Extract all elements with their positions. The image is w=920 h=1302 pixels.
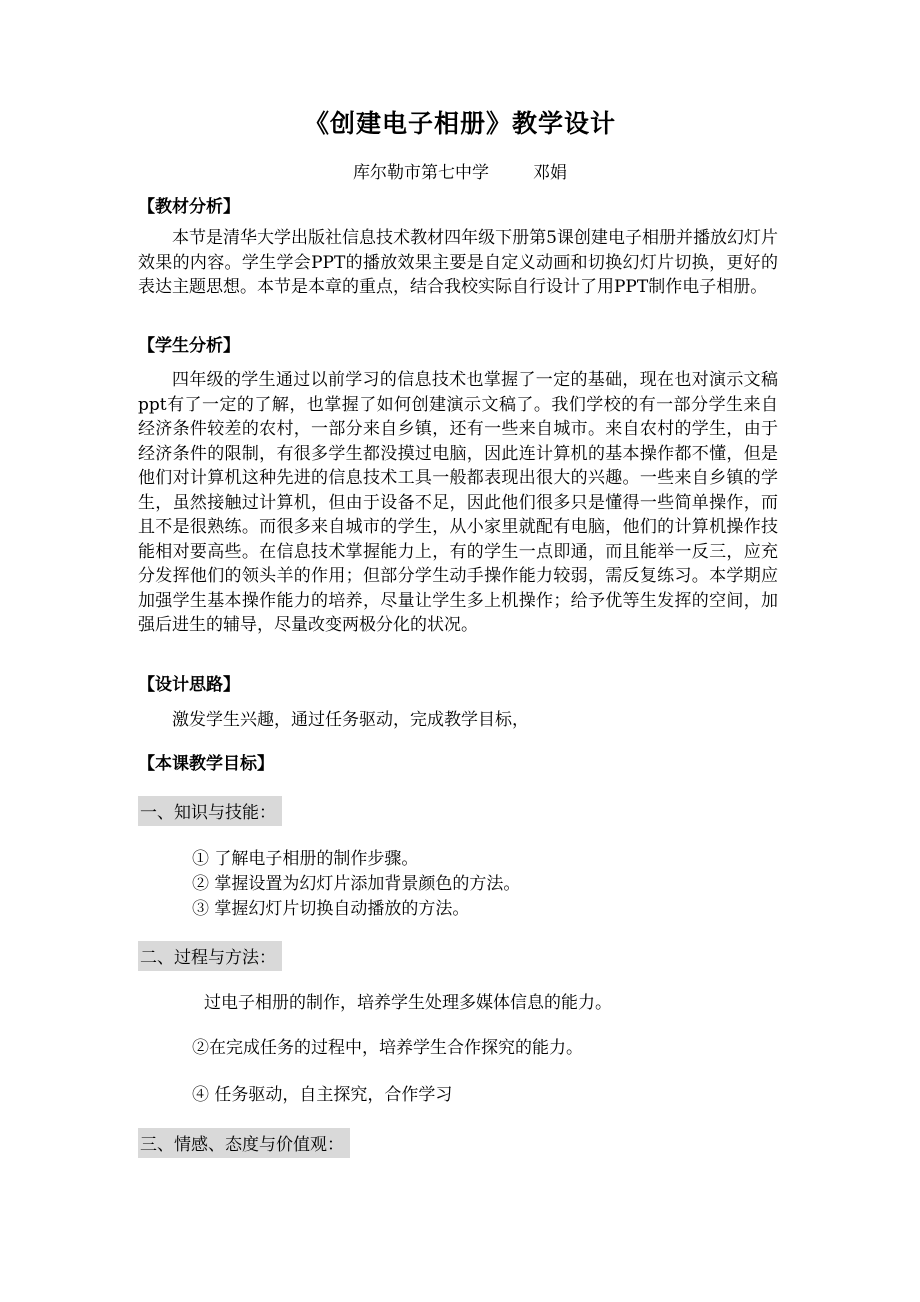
- knowledge-label: 一、知识与技能：: [138, 796, 282, 826]
- material-heading: 【教材分析】: [138, 197, 240, 217]
- students-heading: 【学生分析】: [138, 336, 240, 356]
- design-heading: 【设计思路】: [138, 675, 240, 695]
- process-item-1: 过电子相册的制作，培养学生处理多媒体信息的能力。: [204, 993, 612, 1013]
- page-title: 《创建电子相册》教学设计: [303, 109, 616, 138]
- author-school: 库尔勒市第七中学: [353, 163, 489, 183]
- goals-heading: 【本课教学目标】: [138, 754, 274, 774]
- author-line: [0, 158, 920, 183]
- author-name: 邓娟: [533, 163, 567, 183]
- process-item-2: ②在完成任务的过程中，培养学生合作探究的能力。: [192, 1038, 583, 1058]
- students-body: 四年级的学生通过以前学习的信息技术也掌握了一定的基础，现在也对演示文稿ppt有了一定的了解，也掌握了如何创建演示文稿了。我们学校的有一部分学生来自经济条件较差的农村，一部分来自乡镇，还有一些来自城市。来自农村的学生，由于经济条件的限制，有很多学生都没摸过电脑，因此连计算机的基本操作都不懂，但是他们对计算机这种先进的信息技术工具一般都表现出很大的兴趣。一些来自乡镇的学生，虽然接触过计算机，但由于设备不足，因此他们很多只是懂得一些简单操作，而且不是很熟练。而很多来自城市的学生，从小家里就配有电脑，他们的计算机操作技能相对要高些。在信息技术掌握能力上，有的学生一点即通，而且能举一反三，应充分发挥他们的领头羊的作用；但部分学生动手操作能力较弱，需反复练习。本学期应加强学生基本操作能力的培养，尽量让学生多上机操作；给予优等生发挥的空间，加强后进生的辅导，尽量改变两极分化的状况。: [138, 370, 778, 635]
- knowledge-item-3: ③ 掌握幻灯片切换自动播放的方法。: [192, 899, 470, 919]
- knowledge-item-1: ① 了解电子相册的制作步骤。: [192, 849, 419, 869]
- process-label: 二、过程与方法：: [138, 941, 282, 971]
- attitude-label: 三、情感、态度与价值观：: [138, 1128, 350, 1158]
- material-body: 本节是清华大学出版社信息技术教材四年级下册第5课创建电子相册并播放幻灯片效果的内容。学生学会PPT的播放效果主要是自定义动画和切换幻灯片切换，更好的表达主题思想。本节是本章的重点，结合我校实际自行设计了用PPT制作电子相册。: [138, 228, 778, 297]
- design-body: 激发学生兴趣，通过任务驱动，完成教学目标，: [172, 710, 529, 730]
- knowledge-item-2: ② 掌握设置为幻灯片添加背景颜色的方法。: [192, 874, 521, 894]
- process-item-3: ④ 任务驱动，自主探究，合作学习: [192, 1085, 453, 1105]
